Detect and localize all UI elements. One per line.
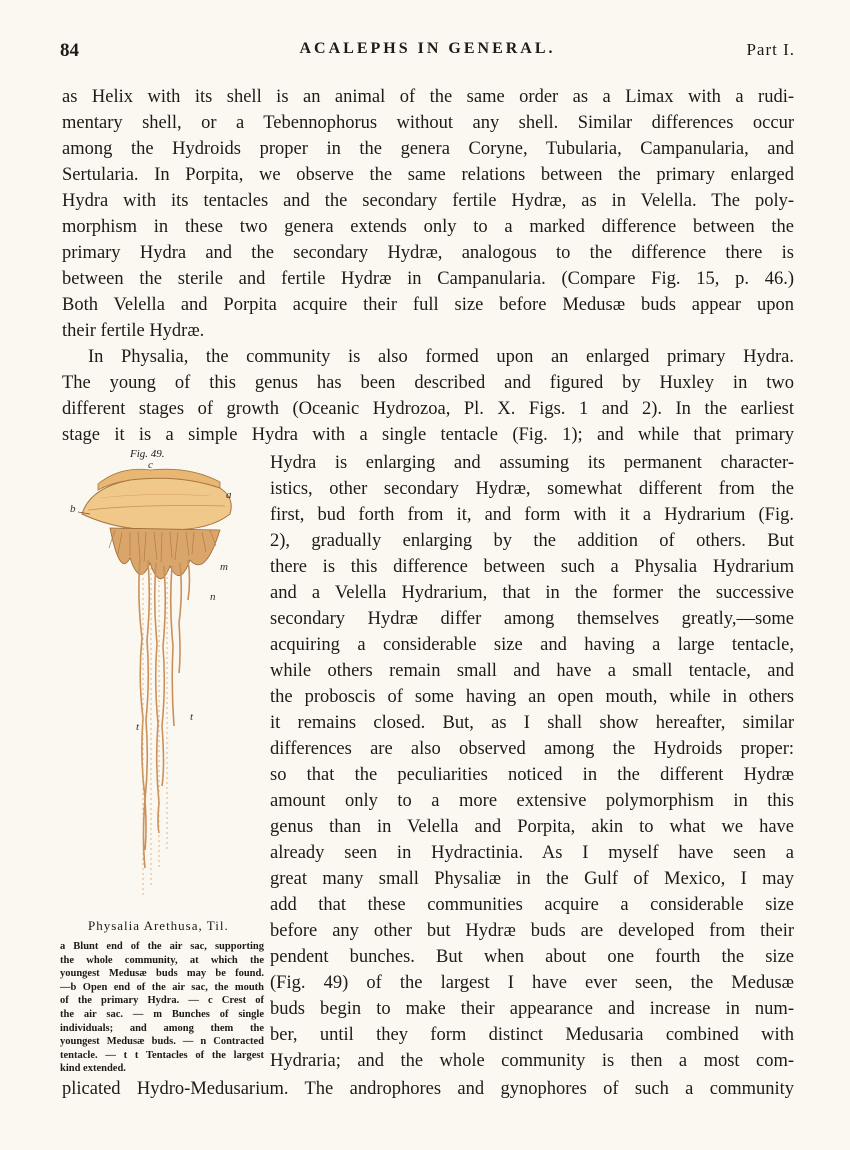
wrap-line: pendent bunches. But when about one fourth the size [270, 947, 794, 967]
wrap-line: ber, until they form distinct Medusaria combined with [270, 1025, 794, 1045]
caption-line: youngest Medusæ buds may be found. [60, 968, 264, 980]
letter-c: c [148, 459, 153, 471]
tentacle [188, 560, 190, 600]
tentacle [162, 566, 165, 786]
body-line: Both Velella and Porpita acquire their full size before Medusæ buds appear upon [62, 295, 794, 315]
letter-a: a [226, 489, 232, 501]
wrap-line: there is this difference between such a Physalia Hydrarium [270, 557, 794, 577]
body-line: The young of this genus has been described and figured by Huxley in two [62, 373, 794, 393]
tentacle [139, 558, 145, 868]
part-label: Part I. [746, 40, 795, 59]
body-line: as Helix with its shell is an animal of the same order as a Limax with a rudi- [62, 87, 794, 107]
body-line: mentary shell, or a Tebennophorus without any shell. Similar differences occur [62, 113, 794, 133]
wrap-line: and a Velella Hydrarium, that in the former the successive [270, 583, 794, 603]
caption-line: the whole community, at which the [60, 954, 264, 966]
tentacle [179, 563, 181, 673]
letter-m: m [220, 561, 228, 573]
physalia-illustration [60, 448, 260, 918]
caption-line: of the primary Hydra. — c Crest of [60, 995, 264, 1007]
body-line: Sertularia. In Porpita, we observe the same relations between the primary enlarged [62, 165, 794, 185]
body-line: among the Hydroids proper in the genera Coryne, Tubularia, Campanularia, and [62, 139, 794, 159]
running-title: ACALEPHS IN GENERAL. [299, 40, 556, 57]
figure-caption [60, 940, 264, 1076]
letter-b: b [70, 503, 76, 515]
wrap-line: while others remain small and have a small tentacle, and [270, 661, 794, 681]
letter-t: t [190, 711, 194, 723]
wrap-line: add that these communities acquire a considerable size [270, 895, 794, 915]
caption-line: tentacle. — t t Tentacles of the largest [60, 1049, 264, 1061]
wrap-line: the proboscis of some having an open mouth, while in others [270, 687, 794, 707]
figure-physalia [60, 448, 260, 918]
page-number: 84 [60, 40, 79, 61]
wrap-line: 2), gradually enlarging by the addition of others. But [270, 531, 794, 551]
wrap-line: already seen in Hydractinia. As I myself have seen a [270, 843, 794, 863]
wrap-line: genus than in Velella and Porpita, akin to what we have [270, 817, 794, 837]
figure-caption-title: Physalia Arethusa, Til. [88, 918, 229, 933]
body-line: morphism in these two genera extends only to a marked difference between the [62, 217, 794, 237]
letter-n: n [210, 591, 216, 603]
tentacle [145, 560, 149, 850]
caption-line: kind extended. [60, 1063, 126, 1075]
wrap-line: Hydra is enlarging and assuming its permanent character- [270, 453, 794, 473]
caption-line: a Blunt end of the air sac, supporting [60, 941, 264, 952]
wrap-line: buds begin to make their appearance and increase in num- [270, 999, 794, 1019]
wrap-line: Hydraria; and the whole community is then a most com- [270, 1051, 794, 1071]
body-line: primary Hydra and the secondary Hydræ, analogous to the difference there is [62, 243, 794, 263]
wrap-line: differences are also observed among the Hydroids proper: [270, 739, 794, 759]
caption-line: —b Open end of the air sac, the mouth [60, 981, 264, 993]
page-header [60, 36, 795, 64]
body-line: stage it is a simple Hydra with a single tentacle (Fig. 1); and while that primary [62, 425, 794, 445]
caption-line: youngest Medusæ buds. — n Contracted [60, 1036, 264, 1048]
tentacle [155, 563, 159, 833]
wrap-line: (Fig. 49) of the largest I have ever seen, the Medusæ [270, 973, 794, 993]
wrap-line: amount only to a more extensive polymorphism in this [270, 791, 794, 811]
wrap-line: first, bud forth from it, and form with it a Hydrarium (Fig. [270, 505, 794, 525]
body-line: different stages of growth (Oceanic Hydrozoa, Pl. X. Figs. 1 and 2). In the earliest [62, 399, 794, 419]
wrap-line: before any other but Hydræ buds are developed from their [270, 921, 794, 941]
wrap-line: istics, other secondary Hydræ, somewhat different from the [270, 479, 794, 499]
body-line-final: plicated Hydro-Medusarium. The androphores and gynophores of such a community [62, 1079, 794, 1099]
wrap-line: so that the peculiarities noticed in the different Hydræ [270, 765, 794, 785]
wrap-line: it remains closed. But, as I shall show hereafter, similar [270, 713, 794, 733]
paragraph-start-line: In Physalia, the community is also formed upon an enlarged primary Hydra. [88, 347, 794, 367]
body-line: their fertile Hydræ. [62, 321, 205, 341]
figure-label: Fig. 49. [130, 448, 165, 460]
wrap-line: secondary Hydræ differ among themselves greatly,—some [270, 609, 794, 629]
tentacle [171, 566, 174, 726]
caption-line: individuals; and among them the [60, 1022, 264, 1034]
letter-t: t [136, 721, 140, 733]
body-line: Hydra with its tentacles and the secondary fertile Hydræ, as in Velella. The poly- [62, 191, 794, 211]
wrap-line: acquiring a considerable size and having a large tentacle, [270, 635, 794, 655]
wrap-line: great many small Physaliæ in the Gulf of Mexico, I may [270, 869, 794, 889]
caption-line: the air sac. — m Bunches of single [60, 1008, 264, 1020]
body-line: between the sterile and fertile Hydræ in Campanularia. (Compare Fig. 15, p. 46.) [62, 269, 794, 289]
